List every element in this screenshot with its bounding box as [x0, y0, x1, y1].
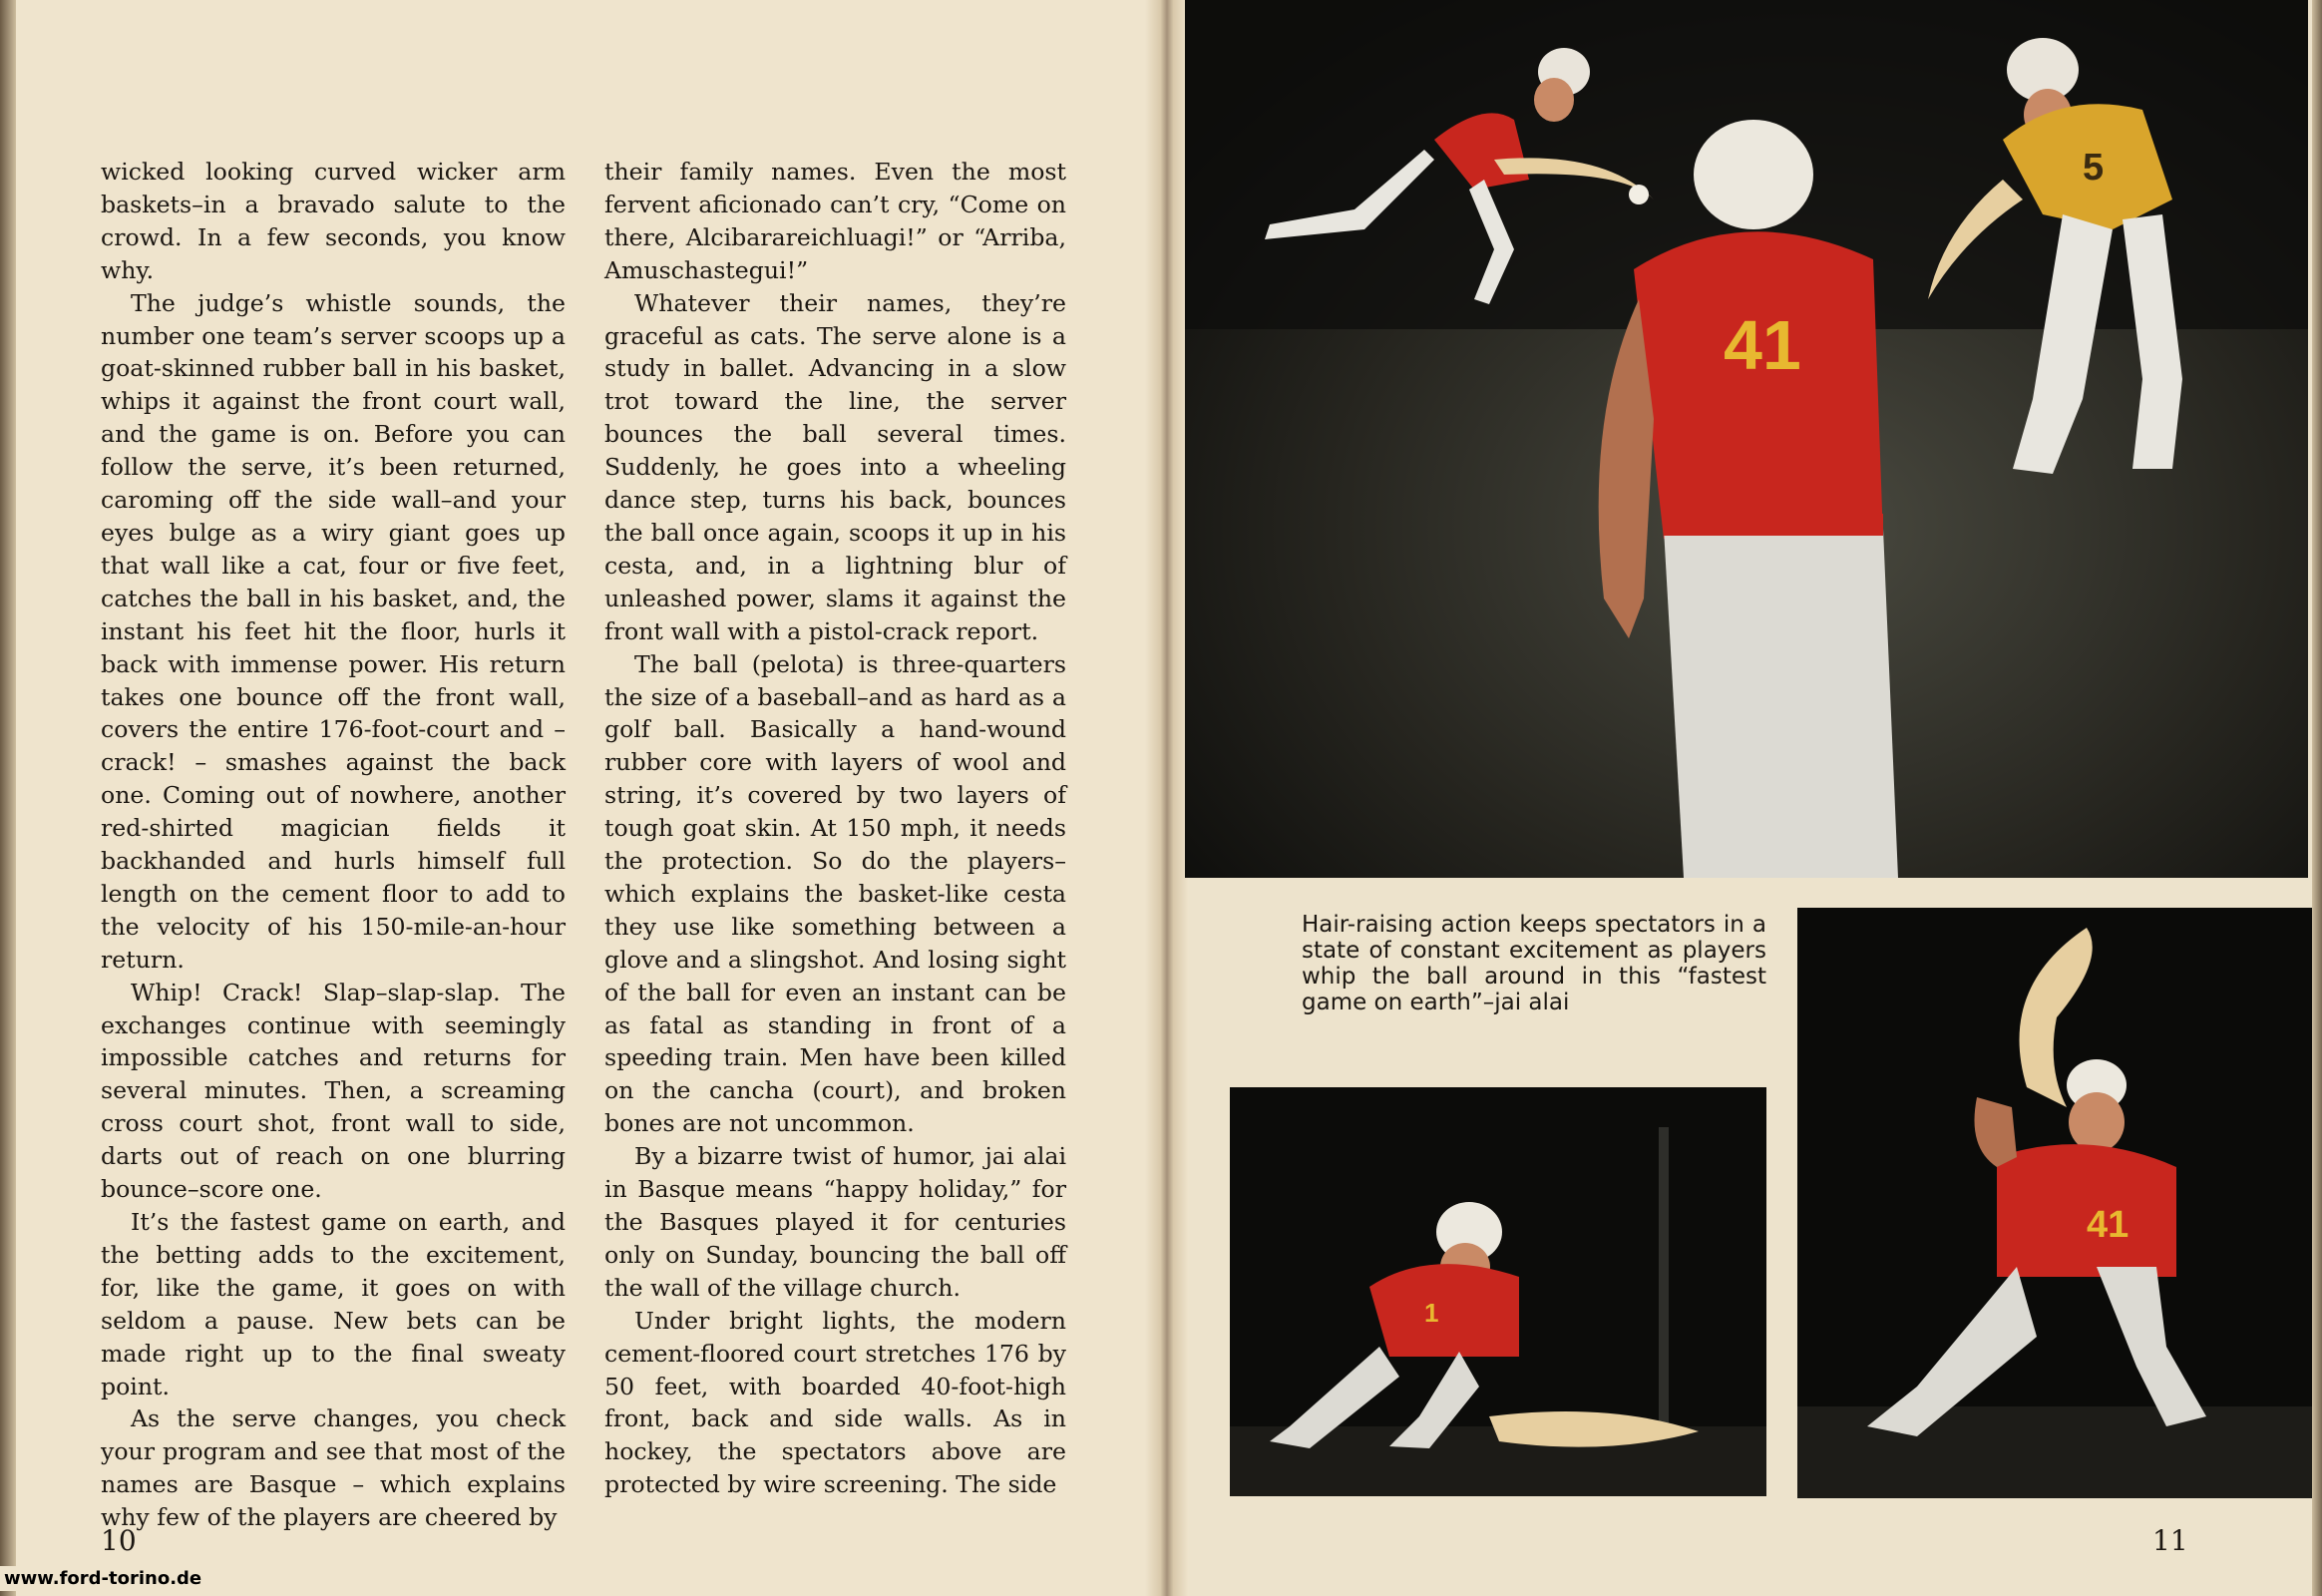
paragraph: The judge’s whistle sounds, the number one team’s server scoops up a goat-skinned rubber ball in his basket, whips it against the front court wall, and the game is on. Before you can follow the serve, it’s been returned, caroming off the side wall–and your eyes bulge as a wiry giant goes up that wall like a cat, four or five feet, catches the ball in his basket, and, the instant his feet hit the floor, hurls it back with immense power. His return takes one bounce off the front wall, covers the entire 176-foot-court and – crack! – smashes against the back one. Coming out of nowhere, another red-shirted magician fields it backhanded and hurls himself full length on the cement floor to add to the velocity of his 150-mile-an-hour return.	[101, 288, 566, 974]
photo-player-catching	[1797, 908, 2312, 1498]
jersey-number-1: 1	[1424, 1298, 1439, 1328]
paragraph: It’s the fastest game on earth, and the betting adds to the excitement, for, like the game, it goes on with seldom a pause. New bets can be made right up to the final sweaty point.	[101, 1208, 566, 1400]
page-number-right: 11	[2152, 1524, 2188, 1557]
paragraph: Whip! Crack! Slap–slap-slap. The exchanges continue with seemingly impossible catches and returns for several minutes. Then, a screaming cross court shot, front wall to side, darts out of reach on one blurring bounce–score one.	[101, 978, 566, 1204]
jersey-number-41-main: 41	[1724, 306, 1801, 384]
jersey-number-5: 5	[2083, 147, 2105, 189]
photo-players-on-court	[1185, 0, 2308, 878]
gutter	[1145, 0, 1189, 1596]
watermark: www.ford-torino.de	[0, 1566, 247, 1591]
text-column-right	[604, 156, 1066, 1501]
paragraph: Under bright lights, the modern cement-floored court stretches 176 by 50 feet, with boarded 40-foot-high front, back and side walls. As in hockey, the spectators above are protected by wire screening. The side	[604, 1306, 1066, 1499]
paragraph: wicked looking curved wicker arm baskets–in a bravado salute to the crowd. In a few seconds, you know why.	[101, 158, 566, 284]
paragraph: By a bizarre twist of humor, jai alai in Basque means “happy holiday,” for the Basques played it for centuries only on Sunday, bouncing the ball off the wall of the village church.	[604, 1142, 1066, 1302]
paragraph: The ball (pelota) is three-quarters the size of a baseball–and as hard as a golf ball. Basically a hand-wound rubber core with layers of wool and string, it’s covered by two layers of tough goat skin. At 150 mph, it needs the protection. So do the players–which explains the basket-like cesta they use like something between a glove and a slingshot. And losing sight of the ball for even an instant can be as fatal as standing in front of a speeding train. Men have been killed on the cancha (court), and broken bones are not uncommon.	[604, 649, 1066, 1138]
text-column-left	[101, 156, 566, 1534]
photo-player-crouching	[1230, 1087, 1766, 1496]
jersey-number-41-small: 41	[2087, 1204, 2129, 1246]
right-page-edge	[2312, 0, 2322, 1596]
paragraph: their family names. Even the most fervent aficionado can’t cry, “Come on there, Alcibarareichluagi!” or “Arriba, Amuschastegui!”	[604, 158, 1066, 284]
paragraph: Whatever their names, they’re graceful as cats. The serve alone is a study in ballet. Advancing in a slow trot toward the line, the server bounces the ball several times. Suddenly, he goes into a wheeling dance step, turns his back, bounces the ball once again, scoops it up in his cesta, and, in a lightning blur of unleashed power, slams it against the front wall with a pistol-crack report.	[604, 288, 1066, 645]
paragraph: As the serve changes, you check your program and see that most of the names are Basque – which explains why few of the players are cheered by	[101, 1404, 566, 1532]
photo-caption: Hair-raising action keeps spectators in a state of constant excitement as players whip the ball around in this “fastest game on earth”–jai alai	[1302, 912, 1766, 1015]
page-number-left: 10	[101, 1524, 137, 1557]
left-page-edge	[0, 0, 16, 1596]
